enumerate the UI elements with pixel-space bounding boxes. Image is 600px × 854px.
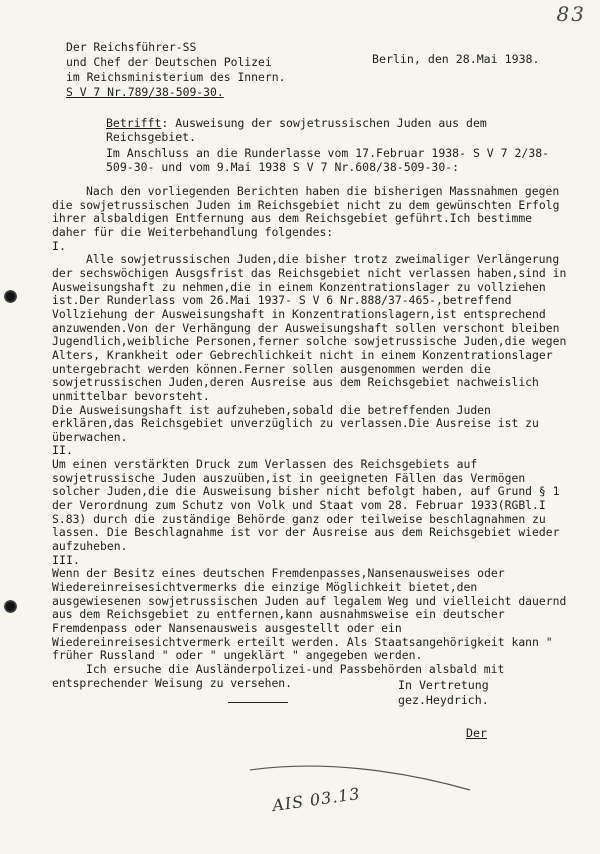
section-3-paragraph-2: Ich ersuche die Ausländerpolizei-und Passbehörden alsbald mit entsprechender Weisung zu versehen. — [52, 661, 505, 690]
section-1-paragraph-2: Die Ausweisungshaft ist aufzuheben,sobald die betreffenden Juden erklären,das Reichsgebiet unverzüglich zu verlassen.Die Ausreise ist zu überwachen. — [52, 402, 539, 444]
signature-line-1: In Vertretung — [398, 678, 489, 692]
subject-text: : Ausweisung der sowjetrussischen Juden aus dem Reichsgebiet. — [106, 116, 487, 144]
subject-label: Betrifft — [106, 116, 162, 130]
section-2-paragraph-1: Um einen verstärkten Druck zum Verlassen des Reichsgebiets auf sowjetrussische Juden auszuüben,ist in geeigneten Fällen das Vermögen solcher Juden,die die Ausweisung bisher nicht befolgt haben, auf Grund § 1 der Verordnung zum Schutz von Volk und Staat vom 28. Februar 1933(RGBl.I S.83) durch die zuständige Behörde ganz oder teilweise beschlagnahmen zu lassen. Die Beschlagnahme ist vor der Ausreise aus dem Reichsgebiet wieder aufzuheben. — [52, 457, 560, 554]
reference-text: Im Anschluss an die Runderlasse vom 17.Februar 1938- S V 7 2/38-509-30- und vom 9.Mai 1938 S V 7 Nr.608/38-509-30-: — [106, 146, 550, 174]
section-1-paragraph-1: Alle sowjetrussischen Juden,die bisher trotz zweimaliger Verlängerung der sechswöchigen Ausgsfrist das Reichsgebiet nicht verlassen haben,sind in Ausweisungshaft zu nehmen,die in einem Konzentrationslager zu vollziehen ist.Der Runderlass vom 26.Mai 1937- S V 6 Nr.888/37-465-,betreffend Vollziehung der Ausweisungshaft in Konzentrationslagern,ist entsprechend anzuwenden.Von der Verhängung der Ausweisungshaft sollen verschont bleiben Jugendlich,weibliche Personen,ferner solche sowjetrussische Juden,die wegen Alters, Krankheit oder Gebrechlichkeit nicht in einem Konzentrationslager untergebracht werden können.Ferner sollen ausgenommen werden die sowjetrussischen Juden,deren Ausreise aus dem Reichsgebiet nachweislich unmittelbar bevorsteht. — [52, 252, 567, 403]
signature-line-2: gez.Heydrich. — [398, 693, 489, 707]
handwritten-note: AIS 03.13 — [271, 783, 362, 816]
section-3-paragraph-1: Wenn der Besitz eines deutschen Fremdenpasses,Nansenausweises oder Wiedereinreisesichtvermerks die einzige Möglichkeit bietet,den ausgewiesenen sowjetrussischen Juden auf legalem Weg und vielleicht dauernd aus dem Reichsgebiet zu entfernen,kann ausnahmsweise ein deutscher Fremdenpass oder Nansenausweis ausgestellt oder ein Wiedereinreisesichtvermerk erteilt werden. Als Staatsangehörigkeit kann " früher Russland " oder " ungeklärt " angegeben werden. — [52, 566, 567, 663]
page-number-mark: 83 — [556, 2, 586, 26]
intro-paragraph: Nach den vorliegenden Berichten haben die bisherigen Massnahmen gegen die sowjetrussischen Juden im Reichsgebiet nicht zu dem gewünschten Erfolg ihrer alsbaldigen Entfernung aus dem Reichsgebiet geführt.Ich bestimme daher für die Weiterbehandlung folgendes: — [52, 184, 560, 239]
section-numeral-2: II. — [52, 443, 73, 458]
sender-line-3: im Reichsministerium des Innern. — [66, 70, 286, 84]
date-line: Berlin, den 28.Mai 1938. — [372, 52, 540, 66]
footer-word: Der — [466, 726, 487, 740]
sender-reference: S V 7 Nr.789/38-509-30. — [66, 85, 224, 99]
section-numeral-3: III. — [52, 552, 80, 567]
section-numeral-1: I. — [52, 238, 66, 253]
sender-line-2: und Chef der Deutschen Polizei — [66, 55, 272, 69]
sender-line-1: Der Reichsführer-SS — [66, 40, 197, 54]
